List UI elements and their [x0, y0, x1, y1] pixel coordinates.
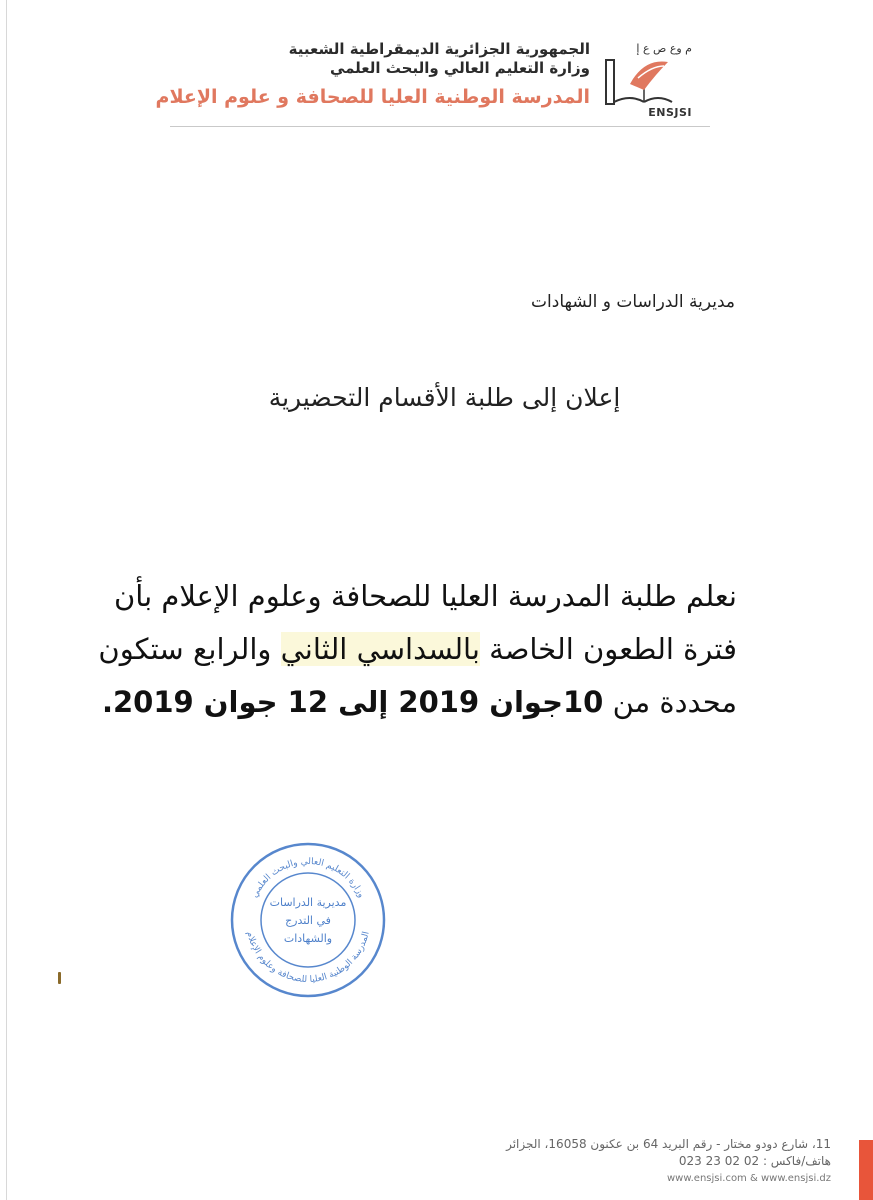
- footer-address: 11، شارع دودو مختار - رقم البريد 64 بن عكنون 16058، الجزائر: [506, 1137, 831, 1151]
- directorate-label: مديرية الدراسات و الشهادات: [531, 292, 735, 312]
- footer-phone: هاتف/فاكس : 02 02 23 023: [678, 1154, 831, 1168]
- announcement-body: [97, 570, 737, 729]
- announcement-title-text: إعلان إلى طلبة الأقسام التحضيرية: [268, 383, 621, 412]
- stamp-line-1: مديرية الدراسات: [269, 896, 347, 909]
- header-divider: [170, 126, 710, 127]
- body-part-2: والرابع ستكون محددة من: [98, 632, 737, 719]
- page-edge-left: [6, 0, 7, 1200]
- government-name: الجمهورية الجزائرية الديمقراطية الشعبية: [288, 40, 590, 58]
- stamp-ring-top-text: وزارة التعليم العالي والبحث العلمي: [250, 856, 366, 900]
- stamp-line-3: والشهادات: [283, 932, 333, 945]
- letterhead-text: [155, 40, 590, 110]
- stamp-ring-bottom-text: المدرسة الوطنية العليا للصحافة وعلوم الإعلام: [244, 930, 372, 986]
- stamp-line-2: في التدرج: [285, 914, 331, 927]
- body-part-1: نعلم طلبة المدرسة العليا للصحافة وعلوم الإعلام بأن فترة الطعون الخاصة: [113, 579, 737, 666]
- body-highlight-semester: بالسداسي الثاني: [280, 632, 480, 666]
- footer-contact: [471, 1136, 831, 1187]
- ministry-name: وزارة التعليم العالي والبحث العلمي: [329, 59, 590, 77]
- ink-mark: [58, 972, 61, 984]
- footer-website: www.ensjsi.com & www.ensjsi.dz: [667, 1173, 831, 1184]
- logo-wordmark: ENSJSI: [648, 106, 692, 119]
- logo-tagline: م وع ص ع إ: [636, 42, 692, 55]
- body-dates: 10جوان 2019 إلى 12 جوان 2019.: [101, 685, 604, 719]
- official-stamp: [228, 840, 388, 1000]
- school-name: المدرسة الوطنية العليا للصحافة و علوم الإعلام: [155, 86, 590, 108]
- announcement-title: [0, 383, 873, 412]
- letterhead: [155, 40, 710, 132]
- page-edge-marker: [859, 1140, 873, 1200]
